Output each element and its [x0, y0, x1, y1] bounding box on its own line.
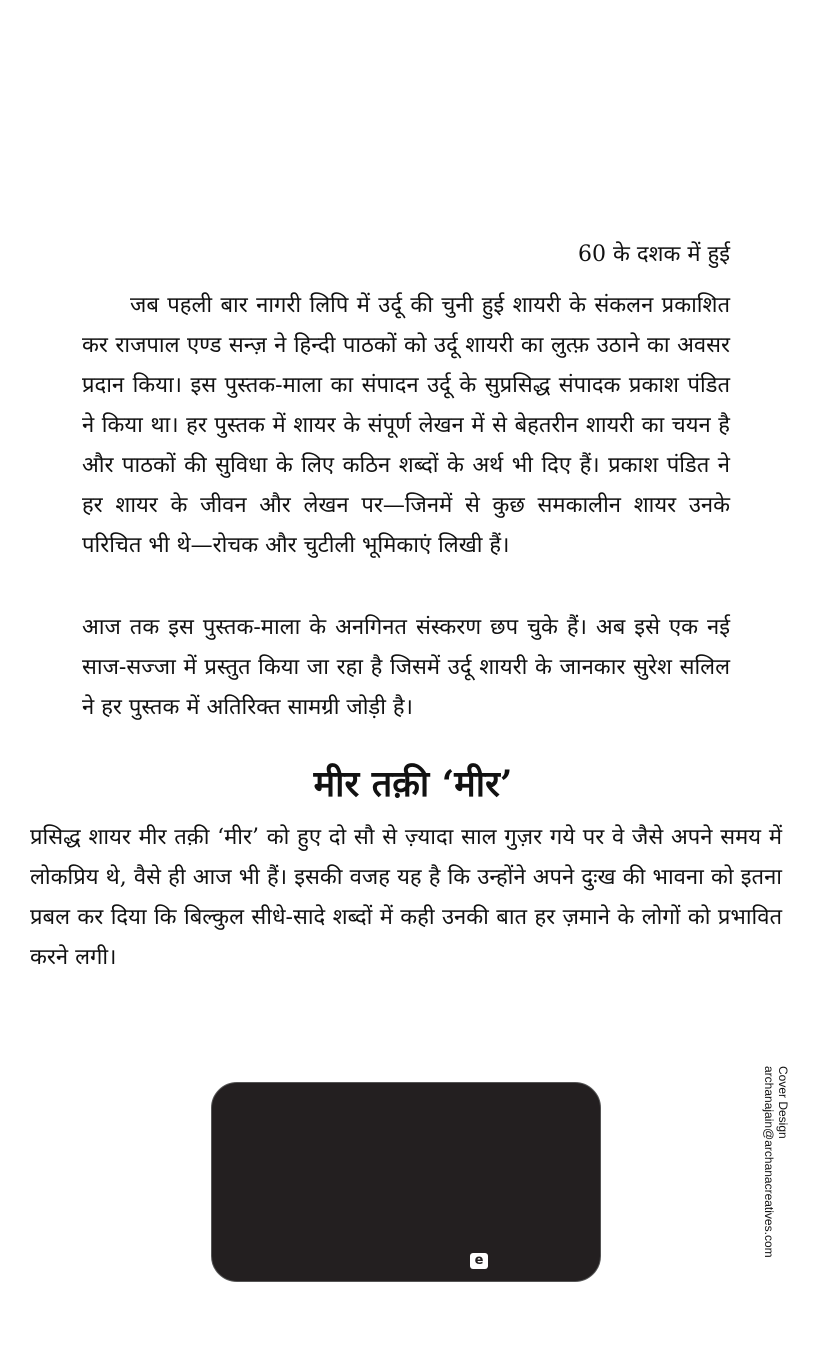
media-box	[211, 1082, 601, 1282]
e-badge-icon: e	[470, 1253, 488, 1269]
cover-design-credit	[762, 1066, 790, 1258]
intro-paragraph-1: जब पहली बार नागरी लिपि में उर्दू की चुनी हुई शायरी के संकलन प्रकाशित कर राजपाल एण्ड सन्ज़ ने हिन्दी पाठकों को उर्दू शायरी का लुत्फ़ उठाने का अवसर प्रदान किया। इस पुस्तक-माला का संपादन उर्दू के सुप्रसिद्ध संपादक प्रकाश पंडित ने किया था। हर पुस्तक में शायर के संपूर्ण लेखन में से बेहतरीन शायरी का चयन है और पाठकों की सुविधा के लिए कठिन शब्दों के अर्थ भी दिए हैं। प्रकाश पंडित ने हर शायर के जीवन और लेखन पर—जिनमें से कुछ समकालीन शायर उनके परिचित भी थे—रोचक और चुटीली भूमिकाएं लिखी हैं।	[82, 293, 730, 558]
poet-description: प्रसिद्ध शायर मीर तक़ी ‘मीर’ को हुए दो सौ से ज़्यादा साल गुज़र गये पर वे जैसे अपने समय में लोकप्रिय थे, वैसे ही आज भी हैं। इसकी वजह यह है कि उन्होंने अपने दुःख की भावना को इतना प्रबल कर दिया कि बिल्कुल सीधे-सादे शब्दों में कही उनकी बात हर ज़माने के लोगों को प्रभावित करने लगी।	[30, 825, 782, 970]
intro-first-line: 60 के दशक में हुई	[577, 242, 730, 267]
intro-paragraph-2: आज तक इस पुस्तक-माला के अनगिनत संस्करण छप चुके हैं। अब इसे एक नई साज-सज्जा में प्रस्तुत किया जा रहा है जिसमें उर्दू शायरी के जानकार सुरेश सलिल ने हर पुस्तक में अतिरिक्त सामग्री जोड़ी है।	[82, 615, 730, 720]
credit-email: archanajain@archanacreatives.com	[762, 1066, 776, 1258]
credit-label: Cover Design	[776, 1066, 790, 1139]
poet-title: मीर तक़ी ‘मीर’	[313, 763, 513, 805]
